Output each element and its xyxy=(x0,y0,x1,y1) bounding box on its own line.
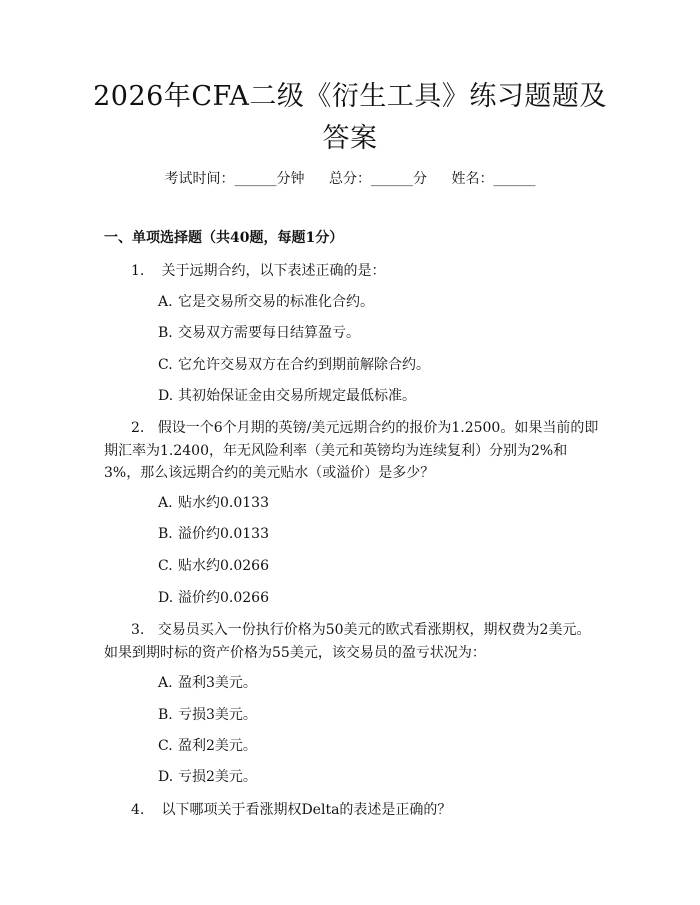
question-number: 3. xyxy=(131,622,145,638)
option-letter: B. xyxy=(158,707,173,723)
question-3-option-a xyxy=(158,673,257,693)
question-2-option-c xyxy=(158,556,269,576)
question-3-option-b xyxy=(158,705,257,725)
option-letter: B. xyxy=(158,526,173,542)
question-text: 关于远期合约，以下表述正确的是： xyxy=(161,263,386,279)
question-2-option-b xyxy=(158,524,269,544)
option-text: 亏损3美元。 xyxy=(178,707,257,723)
option-letter: C. xyxy=(158,738,173,754)
question-text: 以下哪项关于看涨期权Delta的表述是正确的？ xyxy=(161,802,452,818)
option-letter: A. xyxy=(158,294,173,310)
exam-info-line xyxy=(0,169,700,189)
question-4 xyxy=(131,800,451,820)
exam-score-field: 总分：______分 xyxy=(329,171,427,187)
option-letter: A. xyxy=(158,495,173,511)
exam-time-field: 考试时间：______分钟 xyxy=(164,171,305,187)
page-title: 2026年CFA二级《衍生工具》练习题题及答案 xyxy=(93,81,607,154)
option-letter: A. xyxy=(158,675,173,691)
option-text: 交易双方需要每日结算盈亏。 xyxy=(178,325,360,341)
option-letter: C. xyxy=(158,357,173,373)
question-number: 2. xyxy=(131,420,145,436)
option-text: 溢价约0.0266 xyxy=(178,590,269,606)
question-3 xyxy=(104,619,600,664)
question-2-option-d xyxy=(158,588,269,608)
question-3-option-c xyxy=(158,736,257,756)
question-1 xyxy=(131,261,385,281)
option-text: 其初始保证金由交易所规定最低标准。 xyxy=(178,388,416,404)
exam-name-field: 姓名：______ xyxy=(451,171,536,187)
option-text: 亏损2美元。 xyxy=(178,769,257,785)
option-text: 盈利2美元。 xyxy=(178,738,257,754)
question-text: 交易员买入一份执行价格为50美元的欧式看涨期权，期权费为2美元。如果到期时标的资产价格为55美元，该交易员的盈亏状况为： xyxy=(104,622,591,661)
question-2-option-a xyxy=(158,493,269,513)
question-number: 1. xyxy=(131,263,145,279)
question-text: 假设一个6个月期的英镑/美元远期合约的报价为1.2500。如果当前的即期汇率为1.2400，年无风险利率（美元和英镑均为连续复利）分别为2%和3%，那么该远期合约的美元贴水（或溢价）是多少？ xyxy=(104,420,599,481)
option-text: 盈利3美元。 xyxy=(178,675,257,691)
option-letter: D. xyxy=(158,590,174,606)
question-1-option-c xyxy=(158,355,430,375)
option-text: 贴水约0.0133 xyxy=(178,495,269,511)
section-title: 一、单项选择题（共40题，每题1分） xyxy=(104,230,344,246)
option-letter: C. xyxy=(158,558,173,574)
option-letter: B. xyxy=(158,325,173,341)
option-letter: D. xyxy=(158,388,174,404)
question-1-option-b xyxy=(158,323,360,343)
question-3-option-d xyxy=(158,767,257,787)
option-letter: D. xyxy=(158,769,174,785)
question-number: 4. xyxy=(131,802,145,818)
option-text: 它允许交易双方在合约到期前解除合约。 xyxy=(178,357,430,373)
question-1-option-a xyxy=(158,292,374,312)
option-text: 它是交易所交易的标准化合约。 xyxy=(178,294,374,310)
question-1-option-d xyxy=(158,386,416,406)
option-text: 溢价约0.0133 xyxy=(178,526,269,542)
option-text: 贴水约0.0266 xyxy=(178,558,269,574)
question-2 xyxy=(104,417,600,485)
